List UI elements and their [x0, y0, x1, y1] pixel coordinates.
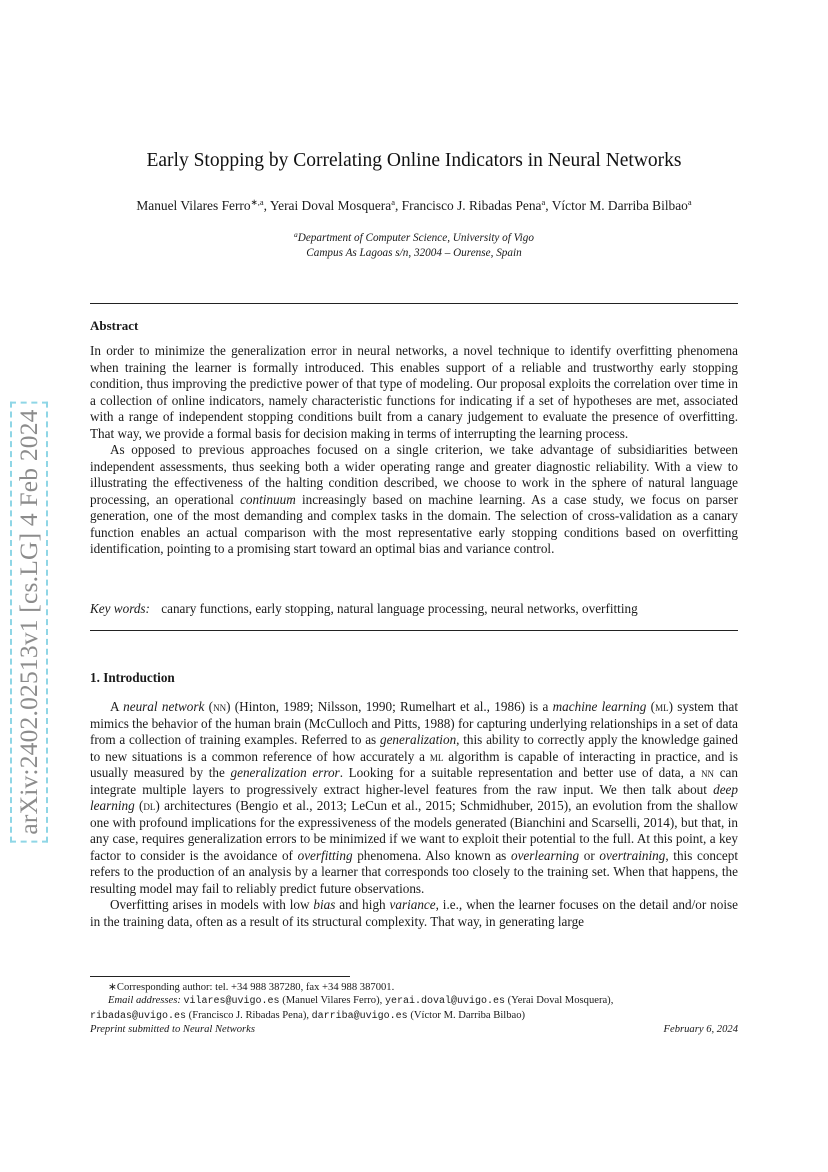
email-link[interactable]: darriba@uvigo.es — [311, 1010, 408, 1022]
acronym: nn — [701, 765, 715, 780]
footnotes — [90, 981, 738, 1023]
acronym: dl — [143, 798, 156, 813]
emphasis-text: overtraining — [599, 847, 666, 863]
footer-date: February 6, 2024 — [663, 1024, 738, 1035]
page-footer — [90, 1024, 738, 1035]
body-text: or — [579, 847, 600, 863]
arxiv-identifier[interactable]: arXiv:2402.02513v1 [cs.LG] 4 Feb 2024 — [14, 405, 44, 838]
emphasis-text: overlearning — [510, 847, 580, 863]
abstract-text: increasingly based on machine learning. As a case study, we focus on parser generation, one of the most demanding and complex tasks in the domain. The selection of cross-validation as a canary function enables an actual comparison with the most representative early stopping conditions based on overfitting identification, pointing to a promising start toward an optimal bias and variance control. — [90, 491, 738, 556]
introduction-paragraph — [90, 699, 738, 897]
emphasis-text: machine learning — [552, 699, 647, 714]
author-mark: a — [687, 197, 692, 207]
author-list: Manuel Vilares Ferro$^{∗,a}$, Yerai Doval Mosquera$^a$, Francisco J. Ribadas Pena$^a$, Víctor M. Darriba Bilbao$^a$ — [136, 197, 692, 213]
emphasis-text: deep learning — [90, 781, 738, 813]
email-link[interactable]: ribadas@uvigo.es — [90, 1010, 187, 1022]
body-text: , this concept refers to the production of an analysis by a learner that corresponds too closely to the training set. When that happens, the resulting model may fail to reliably predict future observations. — [90, 847, 738, 896]
body-text: can integrate multiple layers to progressively extract higher-level features from the raw input. We then talk about — [90, 765, 739, 797]
paper-title: Early Stopping by Correlating Online Indicators in Neural Networks — [146, 150, 682, 171]
email-line — [90, 994, 738, 1008]
email-link[interactable]: vilares@uvigo.es — [183, 996, 280, 1008]
arxiv-sidebar — [10, 342, 48, 902]
body-text: . Looking for a suitable representation and better use of data, a — [339, 765, 702, 780]
abstract-top-rule — [90, 303, 738, 304]
abstract-paragraph: In order to minimize the generalization error in neural networks, a novel technique to identify overfitting phenomena when training the learner is formally introduced. This enables support of a reliable and trustworthy early stopping condition, thus improving the predictive power of that type of modeling. Our proposal exploits the correlation over time in a collection of online indicators, namely characteristic functions for indicating if a set of hypotheses are met, associated with a range of independent stopping conditions built from a canary judgement to evaluate the presence of overfitting. That way, we provide a formal basis for decision making in terms of interrupting the learning process. — [90, 343, 738, 441]
body-text: and high — [335, 897, 390, 912]
section-heading: 1. Introduction — [90, 670, 175, 685]
author: Manuel Vilares Ferro — [136, 198, 251, 213]
email-link[interactable]: yerai.doval@uvigo.es — [384, 996, 505, 1008]
email-label: Email addresses: — [108, 995, 181, 1007]
affiliation-line: Campus As Lagoas s/n, 32004 – Ourense, Spain — [306, 247, 522, 259]
acronym: nn — [213, 699, 227, 714]
body-text: ) (Hinton, 1989; Nilsson, 1990; Rumelhart et al., 1986) is a — [226, 699, 553, 714]
keywords-text: canary functions, early stopping, natural language processing, neural networks, overfitting — [161, 601, 638, 616]
abstract-bottom-rule — [90, 630, 738, 631]
acronym: ml — [429, 748, 444, 764]
acronym: ml — [655, 699, 669, 714]
abstract-emphasis: continuum — [240, 491, 296, 507]
emphasis-text: overfitting — [297, 847, 353, 863]
affiliation-line: Department of Computer Science, University of Vigo — [297, 232, 534, 244]
author: Yerai Doval Mosquera — [269, 198, 392, 213]
author-mark: ∗,a — [250, 197, 264, 207]
email-owner: (Yerai Doval Mosquera), — [507, 995, 614, 1007]
keywords — [90, 601, 638, 617]
body-text: ( — [134, 798, 144, 813]
emphasis-text: bias — [313, 897, 336, 912]
email-line — [90, 1009, 738, 1023]
author-mark: a — [391, 197, 395, 207]
corresponding-author-note: ∗Corresponding author: tel. +34 988 387280, fax +34 988 387001. — [108, 982, 395, 993]
email-owner: (Francisco J. Ribadas Pena), — [188, 1009, 309, 1021]
body-text: , this ability to correctly apply the knowledge gained to new situations is a common reference of how accurately a — [90, 732, 738, 764]
body-text: phenomena. Also known as — [352, 847, 511, 863]
body-text: algorithm is capable of interacting in practice, and is usually measured by the — [90, 748, 738, 780]
emphasis-text: variance — [389, 897, 436, 912]
introduction-paragraph — [90, 897, 738, 930]
body-text: A — [110, 699, 124, 714]
emphasis-text: generalization — [379, 732, 457, 747]
body-text: ) architectures (Bengio et al., 2013; LeCun et al., 2015; Schmidhuber, 2015), an evolution from the shallow one with profound implications for the expressiveness of the models generated (Bianchini and Scarselli, 2014), but that, in any case, requires generalization errors to be minimized if we want to exploit their potential to the full. At this point, a key factor to consider is the avoidance of — [90, 798, 738, 863]
introduction-body — [90, 699, 738, 930]
footer-venue: Preprint submitted to Neural Networks — [90, 1024, 255, 1035]
keywords-label: Key words: — [90, 601, 150, 616]
abstract-text: As opposed to previous approaches focused on a single criterion, we take advantage of subsidiarities between independent assessments, thus seeking both a wider operating range and greater diagnostic reliability. With a view to illustrating the effectiveness of the halting condition described, we choose to work in the sphere of natural language processing, an operational — [90, 442, 738, 507]
abstract-body — [90, 343, 738, 558]
author-mark: a — [541, 197, 546, 207]
affiliation — [90, 227, 738, 261]
email-owner: (Manuel Vilares Ferro), — [282, 995, 383, 1007]
emphasis-text: generalization error — [230, 765, 340, 780]
body-text: , i.e., when the learner focuses on the detail and/or noise in the training data, often as a result of its structural complexity. That way, in generating large — [90, 897, 738, 929]
body-text: ( — [646, 699, 656, 714]
body-text: ) system that mimics the behavior of the human brain (McCulloch and Pitts, 1988) for capturing underlying relationships in a set of data from a collection of training examples. Referred to as — [90, 699, 738, 747]
author: Víctor M. Darriba Bilbao — [551, 198, 688, 213]
body-text: ( — [204, 699, 214, 714]
emphasis-text: neural network — [123, 699, 205, 714]
abstract-heading: Abstract — [90, 318, 139, 333]
author: Francisco J. Ribadas Pena — [401, 198, 542, 213]
footnote-rule — [90, 976, 350, 977]
body-text: Overfitting arises in models with low — [110, 897, 314, 912]
abstract-paragraph — [90, 442, 738, 558]
affiliation-mark: a — [294, 230, 298, 239]
email-owner: (Víctor M. Darriba Bilbao) — [410, 1009, 526, 1021]
